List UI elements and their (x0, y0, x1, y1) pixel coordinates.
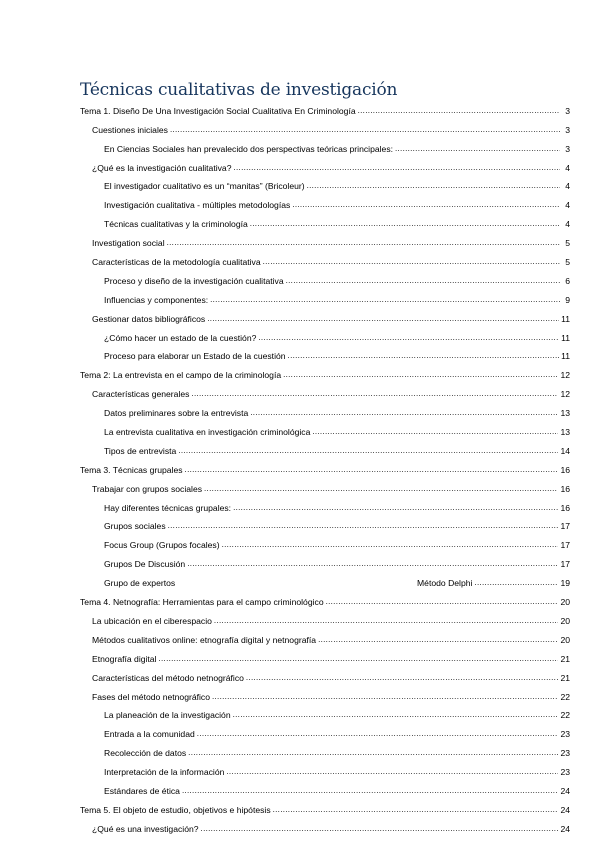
toc-page-number[interactable]: 11 (561, 332, 570, 343)
toc-entry[interactable] (80, 383, 570, 402)
toc-dot-leader (212, 692, 558, 702)
toc-entry[interactable] (80, 572, 570, 591)
toc-entry[interactable] (80, 723, 570, 742)
toc-entry[interactable] (80, 440, 570, 459)
toc-entry[interactable] (80, 459, 570, 478)
toc-entry[interactable] (80, 686, 570, 705)
toc-entry[interactable] (80, 629, 570, 648)
toc-page-number[interactable]: 19 (560, 578, 570, 589)
toc-dot-leader (191, 389, 558, 399)
toc-entry[interactable] (80, 705, 570, 724)
toc-entry[interactable] (80, 497, 570, 516)
toc-dot-leader (226, 767, 558, 777)
toc-entry-label[interactable]: Interpretación de la información (104, 767, 225, 778)
toc-entry-label[interactable]: Entrada a la comunidad (104, 729, 195, 740)
toc-entry-label[interactable]: ¿Qué es la investigación cualitativa? (92, 162, 232, 173)
toc-entry-label[interactable]: Técnicas cualitativas y la criminología (104, 219, 248, 230)
toc-entry-label[interactable]: Investigación cualitativa - múltiples metodologías (104, 200, 291, 211)
toc-dot-leader (234, 163, 561, 173)
toc-page-number[interactable]: 16 (560, 502, 570, 513)
toc-page-number[interactable]: 4 (565, 181, 570, 192)
toc-entry-label[interactable]: ¿Cómo hacer un estado de la cuestión? (104, 332, 257, 343)
toc-dot-leader (188, 748, 558, 758)
toc-entry[interactable] (80, 364, 570, 383)
toc-dot-leader (250, 219, 560, 229)
toc-entry[interactable] (80, 610, 570, 629)
toc-dot-leader (326, 597, 559, 607)
toc-entry[interactable] (80, 289, 570, 308)
toc-page-number[interactable]: 23 (560, 729, 570, 740)
toc-entry-label[interactable]: Proceso para elaborar un Estado de la cuestión (104, 351, 286, 362)
toc-entry[interactable] (80, 100, 570, 119)
toc-entry[interactable] (80, 761, 570, 780)
toc-page-number[interactable]: 23 (560, 748, 570, 759)
toc-entry[interactable] (80, 402, 570, 421)
toc-page-number[interactable]: 23 (560, 767, 570, 778)
toc-page-number[interactable]: 11 (561, 351, 570, 362)
toc-entry-label[interactable]: Focus Group (Grupos focales) (104, 540, 220, 551)
toc-page-number[interactable]: 4 (565, 219, 570, 230)
toc-page-number[interactable]: 3 (565, 143, 570, 154)
toc-entry-label[interactable]: Características generales (92, 389, 190, 400)
toc-page-number[interactable]: 16 (560, 464, 570, 475)
toc-page-number[interactable]: 4 (565, 200, 570, 211)
toc-entry[interactable] (80, 553, 570, 572)
toc-dot-leader (167, 238, 560, 248)
toc-page-number[interactable]: 3 (565, 105, 570, 116)
toc-dot-leader (178, 446, 558, 456)
toc-entry-label[interactable]: Recolección de datos (104, 748, 187, 759)
toc-page-number[interactable]: 5 (565, 238, 570, 249)
toc-entry-label-secondary[interactable]: Método Delphi (417, 578, 473, 589)
toc-entry[interactable] (80, 327, 570, 346)
toc-entry[interactable] (80, 421, 570, 440)
toc-entry-label[interactable]: Tema 5. El objeto de estudio, objetivos e hipótesis (80, 804, 271, 815)
toc-dot-leader (395, 144, 560, 154)
toc-page-number[interactable]: 13 (560, 427, 570, 438)
toc-dot-leader (286, 276, 560, 286)
toc-page-number[interactable]: 20 (560, 615, 570, 626)
toc-entry-label[interactable]: Métodos cualitativos online: etnografía digital y netnografía (92, 634, 317, 645)
toc-entry-label[interactable]: Hay diferentes técnicas grupales: (104, 502, 232, 513)
toc-page-number[interactable]: 12 (560, 370, 570, 381)
toc-dot-leader (168, 521, 559, 531)
toc-entry-label[interactable]: Fases del método netnográfico (92, 691, 210, 702)
toc-page-number[interactable]: 13 (560, 408, 570, 419)
toc-entry[interactable] (80, 648, 570, 667)
toc-dot-leader (185, 465, 559, 475)
toc-entry[interactable] (80, 308, 570, 327)
toc-entry[interactable] (80, 119, 570, 138)
toc-entry-label[interactable]: En Ciencias Sociales han prevalecido dos perspectivas teóricas principales: (104, 143, 393, 154)
toc-entry[interactable] (80, 818, 570, 837)
toc-dot-leader (210, 295, 560, 305)
toc-page-number[interactable]: 9 (565, 294, 570, 305)
toc-entry-label[interactable]: Grupos De Discusión (104, 559, 186, 570)
toc-page-number[interactable]: 24 (560, 785, 570, 796)
toc-entry[interactable] (80, 346, 570, 365)
toc-page-number[interactable]: 16 (560, 483, 570, 494)
toc-entry[interactable] (80, 176, 570, 195)
toc-dot-leader (207, 314, 559, 324)
toc-entry-label[interactable]: La entrevista cualitativa en investigación criminológica (104, 427, 311, 438)
toc-page-number[interactable]: 21 (560, 672, 570, 683)
toc-dot-leader (246, 673, 559, 683)
toc-dot-leader (222, 540, 559, 550)
toc-dot-leader (318, 635, 558, 645)
toc-dot-leader (312, 427, 558, 437)
toc-entry[interactable] (80, 251, 570, 270)
toc-entry-label[interactable]: Características del método netnográfico (92, 672, 244, 683)
toc-entry-label[interactable]: Tema 4. Netnografía: Herramientas para el campo criminológico (80, 597, 324, 608)
toc-page-number[interactable]: 17 (560, 540, 570, 551)
toc-dot-leader (250, 408, 558, 418)
toc-dot-leader (288, 351, 560, 361)
toc-entry[interactable] (80, 534, 570, 553)
toc-entry-label[interactable]: Grupo de expertos (104, 578, 176, 589)
toc-page-number[interactable]: 3 (565, 124, 570, 135)
toc-dot-leader (187, 559, 558, 569)
toc-dot-leader (292, 200, 560, 210)
toc-dot-leader (214, 616, 559, 626)
toc-entry-label[interactable]: Investigation social (92, 238, 165, 249)
toc-entry[interactable] (80, 591, 570, 610)
toc-dot-leader (474, 578, 558, 588)
toc-entry-label[interactable]: ¿Qué es una investigación? (92, 823, 199, 834)
toc-dot-leader (204, 484, 558, 494)
toc-entry[interactable] (80, 270, 570, 289)
toc-page-number[interactable]: 20 (560, 634, 570, 645)
toc-entry-label[interactable]: Trabajar con grupos sociales (92, 483, 203, 494)
toc-dot-leader (197, 729, 559, 739)
toc-page-number[interactable]: 11 (561, 313, 570, 324)
toc-dot-leader (201, 824, 559, 834)
toc-dot-leader (170, 125, 560, 135)
toc-page-number[interactable]: 12 (560, 389, 570, 400)
toc-entry-label[interactable]: Estándares de ética (104, 785, 180, 796)
toc-title: Técnicas cualitativas de investigación (80, 80, 398, 100)
toc-entry-label[interactable]: Tema 3. Técnicas grupales (80, 464, 183, 475)
toc-entry[interactable] (80, 194, 570, 213)
toc-entry[interactable] (80, 516, 570, 535)
toc-page-number[interactable]: 24 (560, 804, 570, 815)
toc-entry-label[interactable]: El investigador cualitativo es un “manitas” (Bricoleur) (104, 181, 305, 192)
toc-page-number[interactable]: 17 (560, 559, 570, 570)
toc-entry-label[interactable]: Gestionar datos bibliográficos (92, 313, 206, 324)
toc-dot-leader (263, 257, 560, 267)
toc-page-number[interactable]: 17 (560, 521, 570, 532)
toc-entry[interactable] (80, 213, 570, 232)
toc-page-number[interactable]: 24 (560, 823, 570, 834)
toc-entry-label[interactable]: Datos preliminares sobre la entrevista (104, 408, 249, 419)
toc-dot-leader (273, 805, 559, 815)
toc-entry-label[interactable]: Características de la metodología cualitativa (92, 257, 261, 268)
table-of-contents (80, 100, 570, 837)
toc-page-number[interactable]: 22 (560, 691, 570, 702)
toc-page-number[interactable]: 6 (565, 275, 570, 286)
toc-entry-label[interactable]: Proceso y diseño de la investigación cualitativa (104, 275, 284, 286)
toc-entry[interactable] (80, 478, 570, 497)
toc-entry-label[interactable]: Tipos de entrevista (104, 445, 177, 456)
toc-entry-label[interactable]: Tema 1. Diseño De Una Investigación Social Cualitativa En Criminología (80, 105, 356, 116)
toc-entry-label[interactable]: Grupos sociales (104, 521, 166, 532)
toc-entry[interactable] (80, 667, 570, 686)
toc-entry-label[interactable]: Influencias y componentes: (104, 294, 209, 305)
toc-page-number[interactable]: 4 (565, 162, 570, 173)
toc-entry[interactable] (80, 138, 570, 157)
toc-page-number[interactable]: 14 (560, 445, 570, 456)
toc-entry[interactable] (80, 232, 570, 251)
toc-entry-label[interactable]: Etnografía digital (92, 653, 157, 664)
toc-entry[interactable] (80, 780, 570, 799)
toc-entry-label[interactable]: La ubicación en el ciberespacio (92, 615, 212, 626)
toc-dot-leader (307, 181, 560, 191)
toc-dot-leader (283, 370, 558, 380)
toc-dot-leader (159, 654, 559, 664)
toc-dot-leader (258, 333, 559, 343)
toc-entry-label[interactable]: Tema 2: La entrevista en el campo de la criminología (80, 370, 282, 381)
toc-page-number[interactable]: 5 (565, 257, 570, 268)
toc-dot-leader (233, 503, 558, 513)
toc-entry[interactable] (80, 742, 570, 761)
toc-dot-leader (233, 710, 559, 720)
toc-page-number[interactable]: 20 (560, 597, 570, 608)
toc-entry-label[interactable]: La planeación de la investigación (104, 710, 231, 721)
toc-page-number[interactable]: 22 (560, 710, 570, 721)
toc-page-number[interactable]: 21 (560, 653, 570, 664)
toc-entry[interactable] (80, 157, 570, 176)
toc-dot-leader (182, 786, 558, 796)
toc-entry-label[interactable]: Cuestiones iniciales (92, 124, 168, 135)
toc-entry[interactable] (80, 799, 570, 818)
toc-dot-leader (358, 106, 560, 116)
